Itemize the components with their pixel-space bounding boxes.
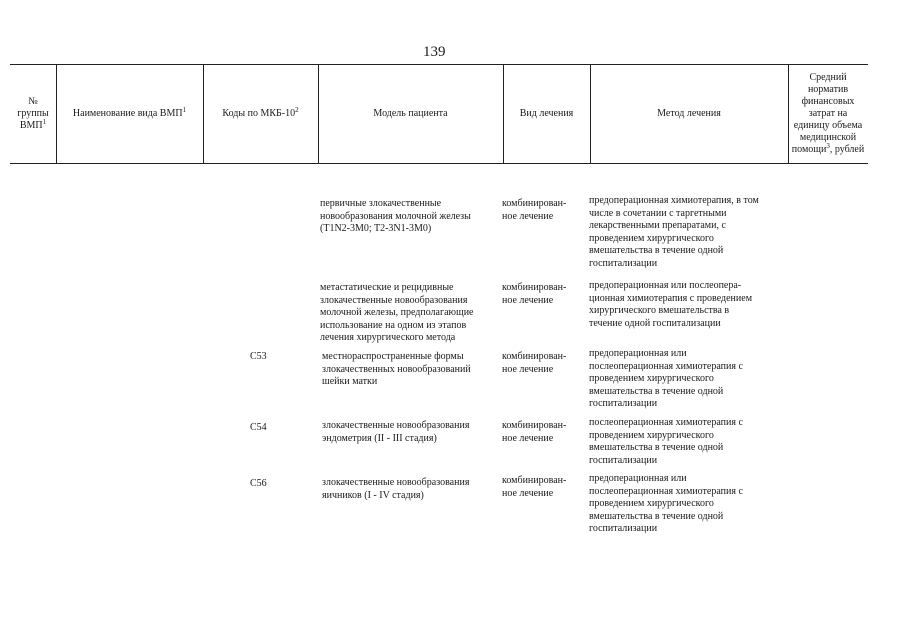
header-patient-model: Модель пациента [373,108,448,119]
page-number: 139 [423,44,446,60]
header-group-number: № группы ВМП$^1$ [17,96,49,131]
table-header [10,64,868,164]
row-1-method: предоперационная химиотерапия, в том числе в сочетании с таргетными лекарственными препаратами, с проведением хирургического вмешательства в течение одной госпитализации [589,195,759,269]
row-2-model: метастатические и рецидивные злокачественные новообразования молочной железы, предполагающие использование на одном из этапов лечения хирургического метода [320,282,474,343]
header-treatment-method: Метод лечения [657,108,721,119]
row-2-method: предоперационная или послеопера- ционная химиотерапия с проведением хирургического вмешательства в течение одной госпитализации [589,280,753,329]
row-5-type: комбинирован- ное лечение [502,475,567,499]
row-5-code: C56 [250,478,267,489]
header-treatment-type: Вид лечения [519,108,574,119]
row-1-type: комбинирован- ное лечение [502,198,567,222]
row-5-model: злокачественные новообразования яичников (I - IV стадия) [322,477,470,501]
row-3-type: комбинирован- ное лечение [502,351,567,375]
row-4-type: комбинирован- ное лечение [502,420,567,444]
row-1-model: первичные злокачественные новообразования молочной железы (T1N2-3M0; T2-3N1-3M0) [320,198,471,234]
row-4-model: злокачественные новообразования эндометрия (II - III стадия) [322,420,470,444]
header-icd-codes: Коды по МКБ-$10^2$ [222,106,299,119]
row-3-code: C53 [250,351,267,362]
row-2-type: комбинирован- ное лечение [502,282,567,306]
header-vmp-name: Наименование вида ВМП$^1$ [72,106,187,119]
header-average-cost: Средний норматив финансовых затрат на единицу объема медицинской помощи$^3$, рублей [791,72,865,155]
row-3-method: предоперационная или послеоперационная химиотерапия с проведением хирургического вмешательства в течение одной госпитализации [589,348,743,409]
row-4-code: C54 [250,422,267,433]
row-5-method: предоперационная или послеоперационная химиотерапия с проведением хирургического вмешательства в течение одной госпитализации [589,473,743,534]
row-3-model: местнораспространенные формы злокачественных новообразований шейки матки [322,351,471,387]
row-4-method: послеоперационная химиотерапия с проведением хирургического вмешательства в течение одной госпитализации [589,417,743,466]
